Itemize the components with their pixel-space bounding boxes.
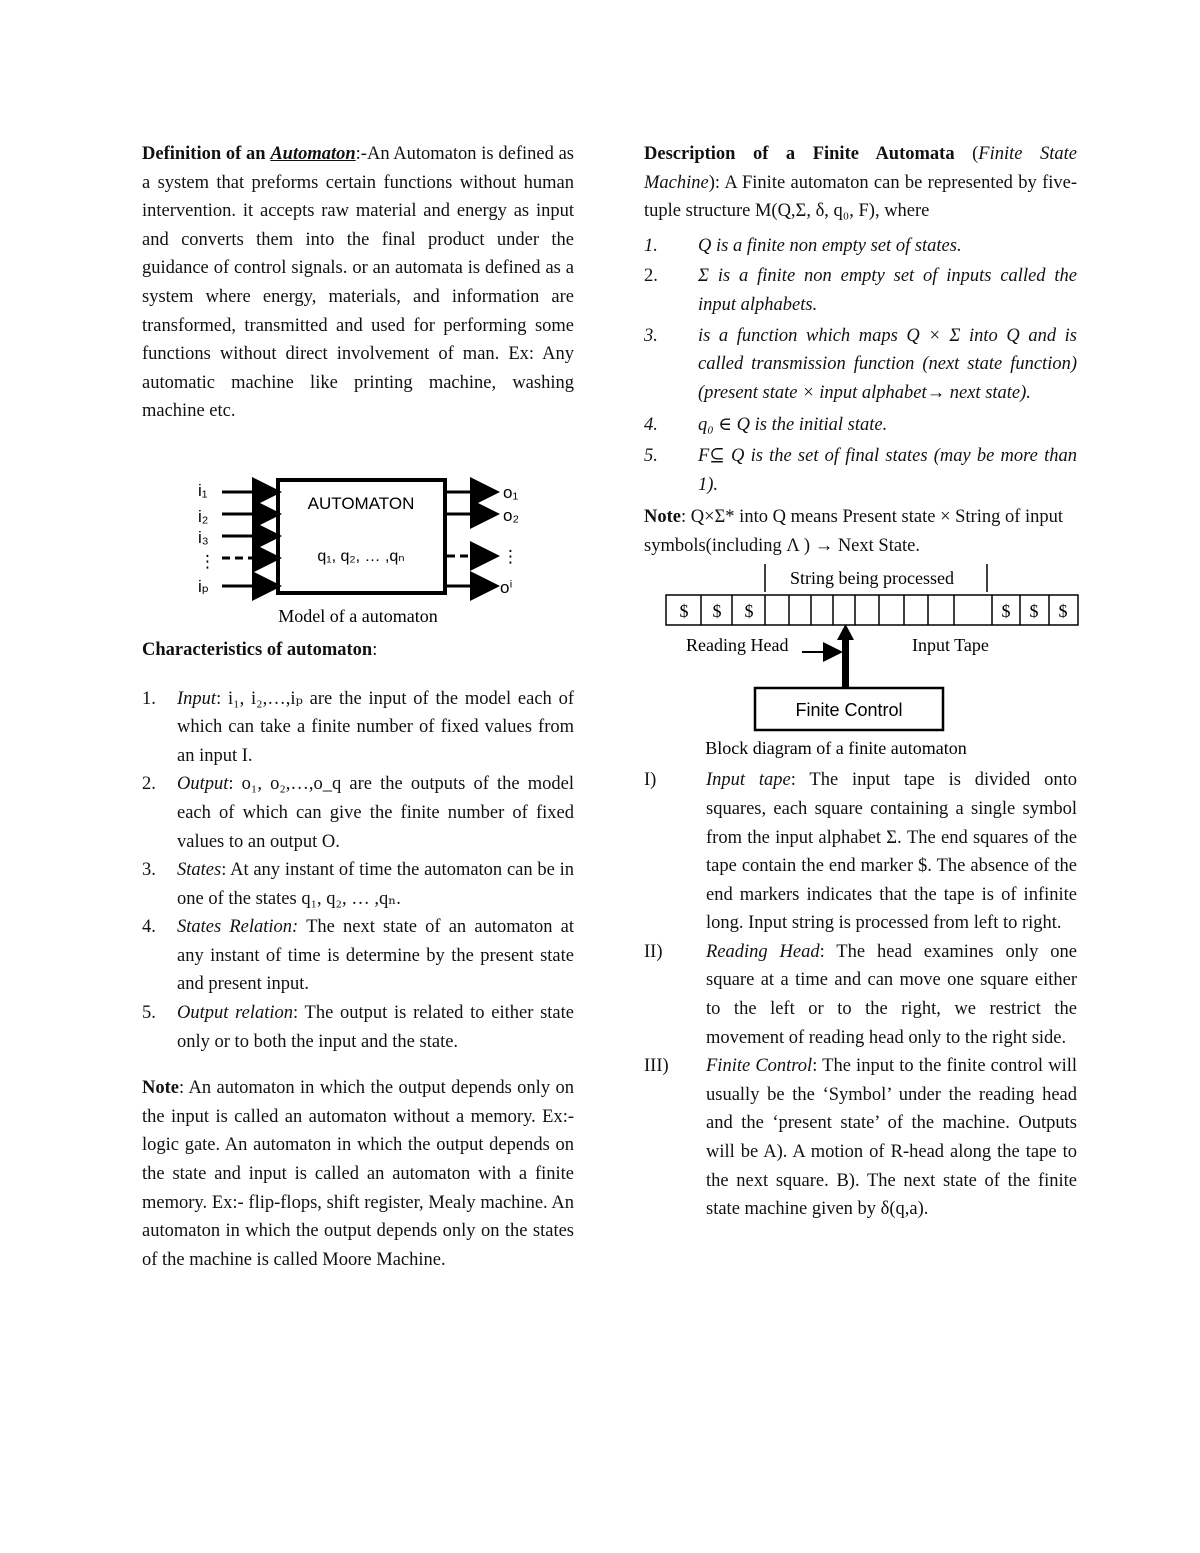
right-note-text: : Q×Σ* into Q means Present state × String of input symbols(including Λ ) → Next State. xyxy=(644,507,1064,556)
description-paragraph xyxy=(644,140,1077,226)
list-num: 5. xyxy=(142,1003,156,1024)
input-label-2: i₂ xyxy=(198,506,209,526)
list-text: : o₁, o₂,…,o_q are the outputs of the model each of which can give the finite number of fixed values to an output O. xyxy=(177,774,574,852)
tuple-list xyxy=(644,232,1077,499)
list-text: F⊆ Q is the set of final states (may be more than 1). xyxy=(698,445,1077,495)
list-item xyxy=(644,442,1077,499)
list-text: : The input tape is divided onto squares, each square containing a single symbol from the input alphabet Σ. The end squares of the tape contain the end marker $. The absence of the end markers indicates that the tape is of infinite long. Input string is processed from left to right. xyxy=(706,770,1077,934)
list-label: Finite Control xyxy=(706,1056,813,1077)
finite-control-label: Finite Control xyxy=(795,700,903,721)
list-item xyxy=(142,685,574,771)
note-paragraph xyxy=(142,1074,574,1274)
list-label: Reading Head xyxy=(706,941,820,962)
list-text: is a function which maps Q × Σ into Q and is called transmission function (next state function) (present state × input alphabet→ next state). xyxy=(698,325,1077,403)
list-text: : The output is related to either state only or to both the input and the state. xyxy=(177,1003,574,1052)
input-label-p: iₚ xyxy=(198,576,210,596)
list-text: q₀ ∈ Q is the initial state. xyxy=(698,415,888,436)
tape-cell-end-2: $ xyxy=(1029,601,1039,622)
list-text: The next state of an automaton at any instant of time is determine by the present state and present input. xyxy=(177,917,574,995)
tape-cell-start-2: $ xyxy=(712,601,722,622)
description-heading: Description of a Finite Automata xyxy=(644,144,955,164)
list-num: 4. xyxy=(142,917,156,938)
list-num: 3. xyxy=(644,325,658,346)
tape-caption: Block diagram of a finite automaton xyxy=(705,738,967,759)
list-item xyxy=(644,1052,1077,1224)
list-num: 2. xyxy=(644,266,658,287)
list-item xyxy=(142,999,574,1056)
characteristics-heading: Characteristics of automaton xyxy=(142,639,373,660)
right-note-paragraph xyxy=(644,503,1077,560)
output-ellipsis: ⋮ xyxy=(502,546,519,566)
tape-cell-end-1: $ xyxy=(1001,601,1011,622)
characteristics-list xyxy=(142,685,574,1057)
list-item xyxy=(142,770,574,856)
list-num: 2. xyxy=(142,774,156,795)
list-item xyxy=(644,322,1077,408)
description-paren: ( xyxy=(954,144,979,164)
input-tape xyxy=(666,595,1078,625)
tape-cell-start-1: $ xyxy=(679,601,689,622)
list-num: 5. xyxy=(644,445,658,466)
definition-paragraph xyxy=(142,140,574,426)
list-item xyxy=(644,938,1077,1052)
characteristics-colon: : xyxy=(372,639,378,660)
reading-head-stem xyxy=(842,638,849,688)
tape-svg xyxy=(634,560,1079,760)
string-processed-label: String being processed xyxy=(790,568,954,589)
list-text: : The head examines only one square at a time and can move one square either to the left or to the right, we restrict the movement of reading head only to the right side. xyxy=(706,941,1077,1048)
automaton-title: AUTOMATON xyxy=(307,493,415,513)
list-item xyxy=(142,856,574,913)
tape-cell-end-3: $ xyxy=(1058,601,1068,622)
list-num: II) xyxy=(644,941,663,962)
list-item xyxy=(644,262,1077,319)
model-caption: Model of a automaton xyxy=(278,605,438,626)
note-text: : An automaton in which the output depends only on the input is called an automaton without a memory. Ex:- logic gate. An automaton in which the output depends on the state and input is called an automaton with a finite memory. Ex:- flip-flops, shift register, Mealy machine. An automaton in which the output depends only on the states of the machine is called Moore Machine. xyxy=(142,1078,574,1270)
right-note-label: Note xyxy=(644,507,681,528)
automaton-svg xyxy=(142,426,574,626)
list-num: I) xyxy=(644,770,657,791)
automaton-model-diagram xyxy=(142,426,574,626)
list-text: : The input to the finite control will usually be the ‘Symbol’ under the reading head and the ‘present state’ of the machine. Outputs will be A). A motion of R-head along the tape to the next square. B). The next state of the finite state machine given by δ(q,a). xyxy=(706,1056,1077,1220)
parts-list xyxy=(644,766,1077,1224)
input-tape-label: Input Tape xyxy=(912,635,989,656)
list-num: III) xyxy=(644,1056,669,1077)
list-text: Σ is a finite non empty set of inputs called the input alphabets. xyxy=(698,266,1077,315)
list-label: States Relation: xyxy=(177,917,299,938)
reading-head-label: Reading Head xyxy=(686,635,789,656)
list-num: 1. xyxy=(142,688,156,709)
list-num: 3. xyxy=(142,860,156,881)
description-italic: Finite State Machine xyxy=(644,144,1077,193)
input-ellipsis: ⋮ xyxy=(199,551,216,571)
list-text: : At any instant of time the automaton can be in one of the states q₁, q₂, … ,qₙ. xyxy=(177,860,574,909)
list-item xyxy=(644,232,1077,261)
list-item xyxy=(644,766,1077,938)
list-text: : i₁, i₂,…,iₚ are the input of the model each of which can take a finite number of fixed values from an input I. xyxy=(177,688,574,766)
output-label-1: o₁ xyxy=(503,482,519,502)
definition-body: :-An Automaton is defined as a system that preforms certain functions without human intervention. it accepts raw material and energy as input and converts them into the final product under the guidance of control signals. or an automata is defined as a system where energy, materials, and information are transformed, transmitted and used for performing some functions without direct involvement of man. Ex: Any automatic machine like printing machine, washing machine etc. xyxy=(142,144,574,422)
list-label: Input tape xyxy=(706,770,791,791)
list-num: 1. xyxy=(644,235,658,256)
description-rest: ): A Finite automaton can be represented by five-tuple structure M(Q,Σ, δ, q₀, F), where xyxy=(644,172,1077,222)
note-label: Note xyxy=(142,1078,179,1099)
reading-head-tip xyxy=(837,624,854,640)
input-label-3: i₃ xyxy=(198,527,209,547)
list-label: Output xyxy=(177,774,229,795)
automaton-states: q₁, q₂, … ,qₙ xyxy=(317,547,405,565)
left-column xyxy=(142,140,574,1274)
output-label-q: oⁱ xyxy=(500,577,513,597)
tape-diagram xyxy=(634,560,1077,760)
tape-cell-start-3: $ xyxy=(744,601,754,622)
right-column xyxy=(644,140,1077,1224)
output-label-2: o₂ xyxy=(503,505,520,525)
definition-term: Automaton xyxy=(270,144,356,164)
characteristics-heading-line xyxy=(142,636,574,665)
list-label: States xyxy=(177,860,222,881)
list-item xyxy=(644,411,1077,440)
list-num: 4. xyxy=(644,415,658,436)
list-item xyxy=(142,913,574,999)
list-label: Output relation xyxy=(177,1003,294,1024)
list-label: Input xyxy=(177,688,217,709)
list-text: Q is a finite non empty set of states. xyxy=(698,235,962,256)
definition-heading: Definition of an xyxy=(142,144,271,164)
input-label-1: i₁ xyxy=(198,480,208,500)
